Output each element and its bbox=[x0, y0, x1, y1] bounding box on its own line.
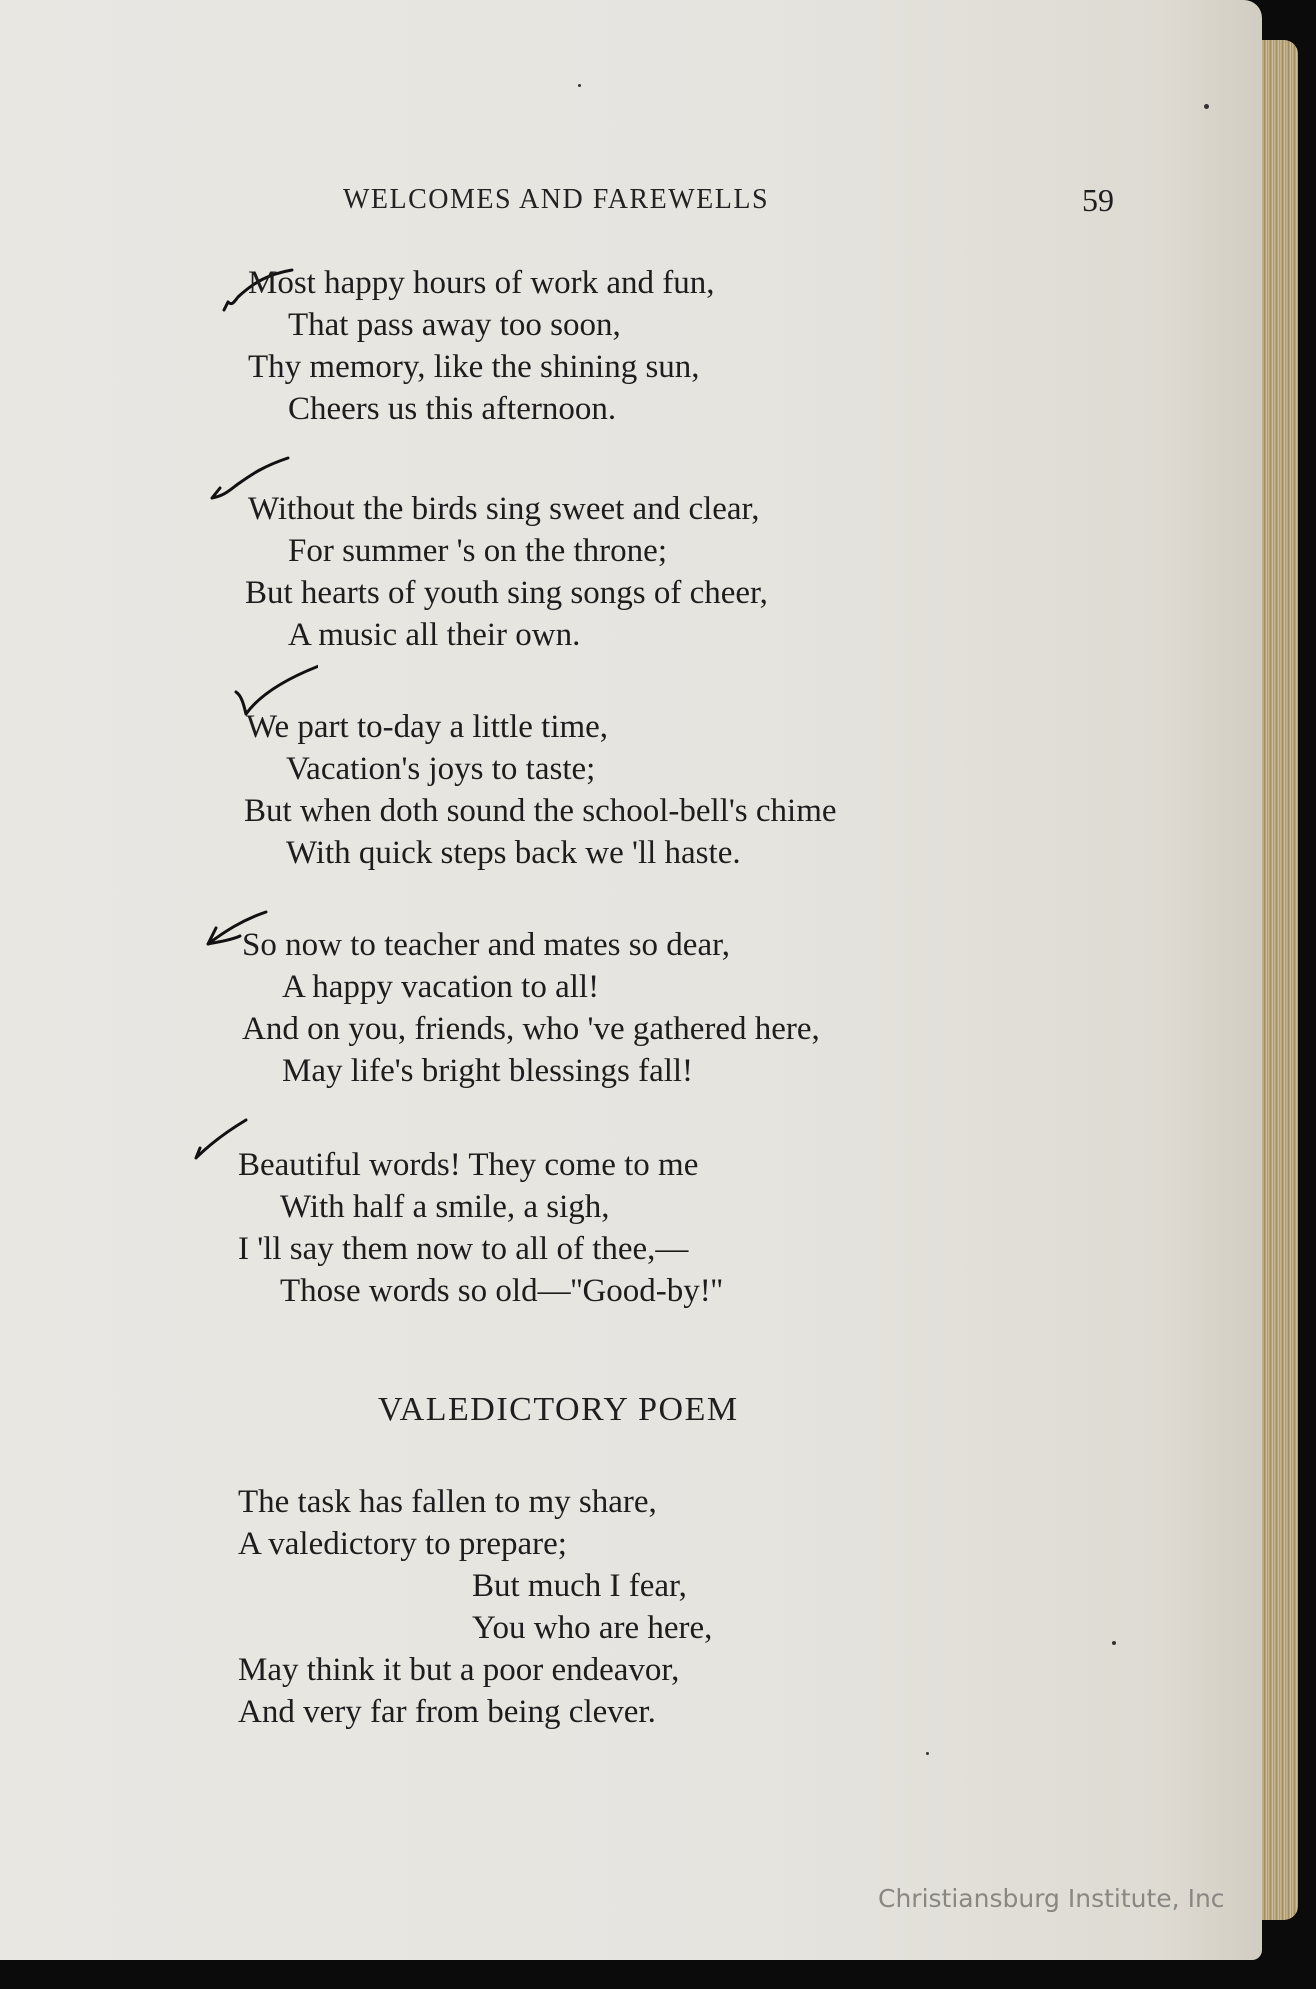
book-page-edges bbox=[1262, 40, 1298, 1920]
poem-line: With quick steps back we 'll haste. bbox=[286, 835, 741, 871]
poem-line: For summer 's on the throne; bbox=[288, 533, 667, 569]
poem-line: May think it but a poor endeavor, bbox=[238, 1652, 680, 1688]
page-header bbox=[0, 184, 1262, 224]
poem-line: But much I fear, bbox=[472, 1568, 687, 1604]
poem-line: A music all their own. bbox=[288, 617, 581, 653]
poem-line: Cheers us this afternoon. bbox=[288, 391, 617, 427]
poem-line: Those words so old—''Good-by!'' bbox=[280, 1273, 723, 1309]
poem-line: So now to teacher and mates so dear, bbox=[242, 927, 731, 963]
poem-line: Beautiful words! They come to me bbox=[238, 1147, 699, 1183]
poem-line: Vacation's joys to taste; bbox=[286, 751, 596, 787]
page-number: 59 bbox=[1082, 182, 1114, 218]
poem-line: With half a smile, a sigh, bbox=[280, 1189, 610, 1225]
watermark: Christiansburg Institute, Inc bbox=[878, 1884, 1225, 1913]
poem-title: VALEDICTORY POEM bbox=[378, 1391, 739, 1428]
poem-line: May life's bright blessings fall! bbox=[282, 1053, 694, 1089]
poem-line: We part to-day a little time, bbox=[246, 709, 609, 745]
poem-line: Most happy hours of work and fun, bbox=[248, 265, 715, 301]
paper-speck bbox=[578, 84, 581, 87]
poem-line: A valedictory to prepare; bbox=[238, 1526, 567, 1562]
running-head: WELCOMES AND FAREWELLS bbox=[343, 184, 770, 215]
poem-line: That pass away too soon, bbox=[288, 307, 621, 343]
poem-line: Without the birds sing sweet and clear, bbox=[248, 491, 760, 527]
paper-speck bbox=[926, 1752, 929, 1755]
poem-line: A happy vacation to all! bbox=[282, 969, 600, 1005]
poem-line: The task has fallen to my share, bbox=[238, 1484, 657, 1520]
poem-line: And very far from being clever. bbox=[238, 1694, 656, 1730]
poem-line: And on you, friends, who 've gathered here, bbox=[242, 1011, 820, 1047]
paper-speck bbox=[1204, 104, 1209, 109]
poem-line: You who are here, bbox=[472, 1610, 713, 1646]
poem-line: Thy memory, like the shining sun, bbox=[248, 349, 700, 385]
poem-line: I 'll say them now to all of thee,— bbox=[238, 1231, 689, 1267]
paper-speck bbox=[1112, 1641, 1116, 1645]
poem-line: But hearts of youth sing songs of cheer, bbox=[245, 575, 768, 611]
poem-line: But when doth sound the school-bell's chime bbox=[244, 793, 837, 829]
